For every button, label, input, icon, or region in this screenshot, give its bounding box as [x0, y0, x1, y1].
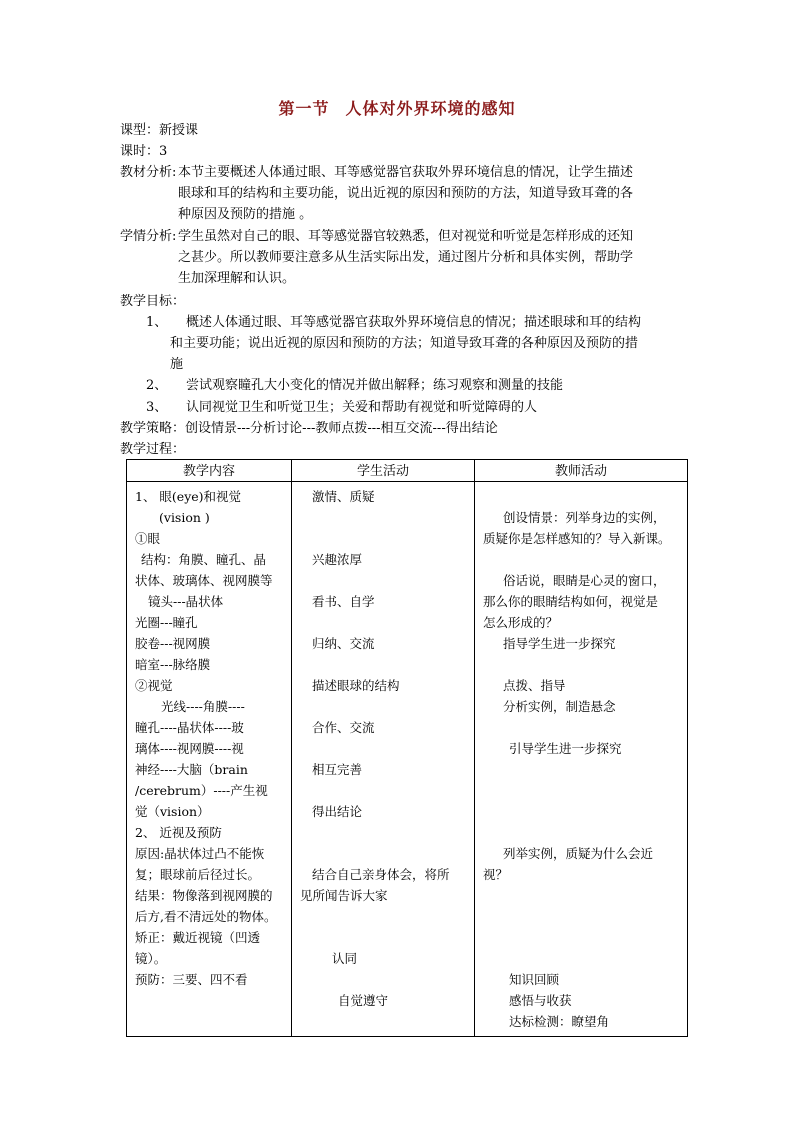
teacher-line: 点拨、指导 — [503, 678, 566, 693]
student-analysis-label: 学情分析: — [120, 229, 177, 244]
content-line: 瞳孔----晶状体----玻 — [135, 720, 244, 735]
analysis-block — [120, 162, 690, 225]
student-line: 结合自己亲身体会，将所 — [312, 867, 450, 882]
teacher-line: 达标检测：瞭望角 — [509, 1014, 610, 1029]
student-line: 看书、自学 — [312, 594, 375, 609]
content-line: 预防：三要、四不看 — [135, 972, 248, 987]
content-line: 光圈---瞳孔 — [135, 615, 198, 630]
student-analysis-line: 学生虽然对自己的眼、耳等感觉器官较熟悉，但对视觉和听觉是怎样形成的还知 — [178, 229, 634, 244]
teacher-line: 知识回顾 — [509, 972, 560, 987]
course-type: 课型：新授课 — [120, 123, 199, 138]
teacher-line: 质疑你是怎样感知的？导入新课。 — [483, 531, 671, 546]
analysis-line: 眼球和耳的结构和主要功能，说出近视的原因和预防的方法，知道导致耳聋的各 — [178, 186, 634, 201]
teacher-line: 列举实例，质疑为什么会近 — [503, 846, 654, 861]
student-line: 激情、质疑 — [312, 489, 375, 504]
student-line: 合作、交流 — [312, 720, 375, 735]
analysis-label: 教材分析: — [120, 165, 177, 180]
teacher-line: 分析实例，制造悬念 — [503, 699, 616, 714]
content-line: ②视觉 — [135, 678, 173, 693]
teacher-line: 指导学生进一步探究 — [503, 636, 616, 651]
table-header-row — [127, 460, 688, 482]
content-line: 状体、玻璃体、视网膜等 — [135, 573, 273, 588]
column-header: 教学内容 — [127, 460, 292, 482]
content-line: ①眼 — [135, 531, 161, 546]
content-line: (vision ) — [159, 510, 210, 525]
content-line: 镜头---晶状体 — [148, 594, 224, 609]
process-label: 教学过程： — [120, 442, 186, 457]
teacher-line: 引导学生进一步探究 — [509, 741, 622, 756]
goal-number: 3、 — [146, 400, 168, 415]
content-line: 神经----大脑（brain — [135, 762, 248, 777]
teaching-strategy: 教学策略：创设情景---分析讨论---教师点拨---相互交流---得出结论 — [120, 421, 498, 436]
student-line: 描述眼球的结构 — [312, 678, 400, 693]
content-line: 复；眼球前后径过长。 — [135, 867, 261, 882]
teacher-line: 俗话说，眼睛是心灵的窗口， — [503, 573, 666, 588]
student-cell — [292, 482, 475, 1037]
student-analysis-line: 之甚少。所以教师要注意多从生活实际出发，通过图片分析和具体实例，帮助学 — [178, 250, 634, 265]
teacher-line: 创设情景：列举身边的实例， — [503, 510, 666, 525]
student-line: 见所闻告诉大家 — [300, 888, 388, 903]
content-line: 觉（vision） — [135, 804, 210, 819]
table-row — [127, 482, 688, 1037]
content-line: 结果：物像落到视网膜的 — [135, 888, 273, 903]
content-cell — [127, 482, 292, 1037]
teacher-line: 那么你的眼睛结构如何，视觉是 — [483, 594, 659, 609]
content-line: 璃体----视网膜----视 — [135, 741, 244, 756]
student-analysis-line: 生加深理解和认识。 — [178, 271, 296, 286]
content-line: 1、 眼(eye)和视觉 — [135, 489, 242, 504]
student-line: 兴趣浓厚 — [312, 552, 363, 567]
content-line: 胶卷---视网膜 — [135, 636, 211, 651]
title-topic: 人体对外界环境的感知 — [345, 99, 516, 118]
student-line: 归纳、交流 — [312, 636, 375, 651]
teacher-line: 怎么形成的？ — [483, 615, 559, 630]
goal-line: 认同视觉卫生和听觉卫生；关爱和帮助有视觉和听觉障碍的人 — [186, 400, 538, 415]
goal-line: 尝试观察瞳孔大小变化的情况并做出解释；练习观察和测量的技能 — [186, 378, 564, 393]
content-line: 矫正：戴近视镜（凹透 — [135, 930, 261, 945]
process-table — [126, 459, 688, 1037]
analysis-line: 种原因及预防的措施 。 — [178, 207, 313, 222]
student-line: 相互完善 — [312, 762, 363, 777]
teacher-line: 感悟与收获 — [509, 993, 572, 1008]
goal-line: 和主要功能；说出近视的原因和预防的方法；知道导致耳聋的各种原因及预防的措 — [170, 336, 639, 351]
content-line: 原因:晶状体过凸不能恢 — [135, 846, 265, 861]
goal-item-1 — [146, 312, 680, 375]
content-line: /cerebrum）----产生视 — [135, 783, 268, 798]
student-analysis-block — [120, 226, 690, 289]
content-line: 后方,看不清远处的物体。 — [135, 909, 277, 924]
goal-number: 1、 — [146, 315, 168, 330]
goal-line: 施 — [170, 357, 184, 372]
content-line: 暗室---脉络膜 — [135, 657, 211, 672]
analysis-line: 本节主要概述人体通过眼、耳等感觉器官获取外界环境信息的情况，让学生描述 — [178, 165, 634, 180]
teacher-cell — [475, 482, 688, 1037]
column-header: 教师活动 — [475, 460, 688, 482]
content-line: 光线----角膜---- — [161, 699, 245, 714]
goal-number: 2、 — [146, 378, 168, 393]
content-line: 结构：角膜、瞳孔、晶 — [141, 552, 267, 567]
content-line: 镜）。 — [135, 951, 167, 966]
student-line: 自觉遵守 — [338, 993, 389, 1008]
page-title — [0, 96, 794, 119]
content-line: 2、 近视及预防 — [135, 825, 222, 840]
title-section: 第一节 — [278, 99, 330, 118]
student-line: 认同 — [332, 951, 358, 966]
teacher-line: 视？ — [483, 867, 509, 882]
column-header: 学生活动 — [292, 460, 475, 482]
student-line: 得出结论 — [312, 804, 363, 819]
goal-line: 概述人体通过眼、耳等感觉器官获取外界环境信息的情况；描述眼球和耳的结构 — [186, 315, 642, 330]
goals-label: 教学目标： — [120, 294, 186, 309]
course-hours: 课时：3 — [120, 144, 168, 159]
